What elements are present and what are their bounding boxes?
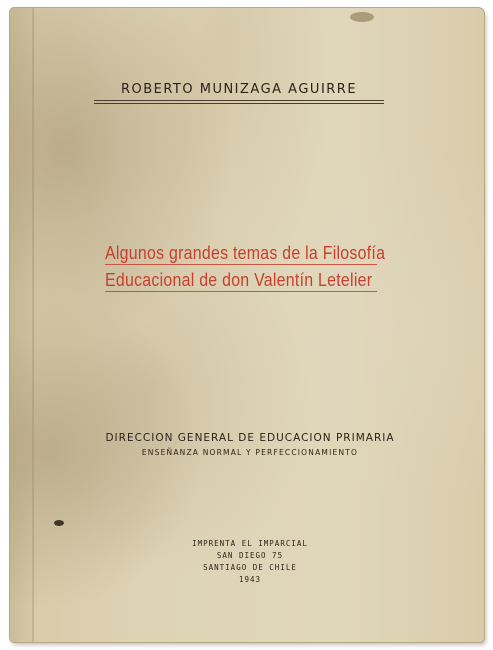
spine-crease [32,8,34,642]
ink-blot [54,520,64,526]
imprint-address: SAN DIEGO 75 [216,551,284,560]
institution-block [100,432,400,457]
paper-stain [350,12,374,22]
author-underline [94,100,384,104]
author-name: ROBERTO MUNIZAGA AGUIRRE [120,82,358,97]
author-block [94,82,384,104]
title-line-1: Algunos grandes temas de la Filosofía [105,242,386,263]
imprint-city: SANTIAGO DE CHILE [203,563,297,572]
title-underline-1 [105,264,377,265]
imprint-printer: IMPRENTA EL IMPARCIAL [192,539,308,548]
title-underline-2 [105,291,377,292]
imprint-block [170,538,330,586]
title-line-2: Educacional de don Valentín Letelier [105,269,373,290]
imprint-year: 1943 [238,575,262,584]
department-name: ENSEÑANZA NORMAL Y PERFECCIONAMIENTO [141,448,359,457]
institution-name: DIRECCION GENERAL DE EDUCACION PRIMARIA [105,432,395,444]
book-cover [10,8,484,642]
title-block [105,242,385,296]
